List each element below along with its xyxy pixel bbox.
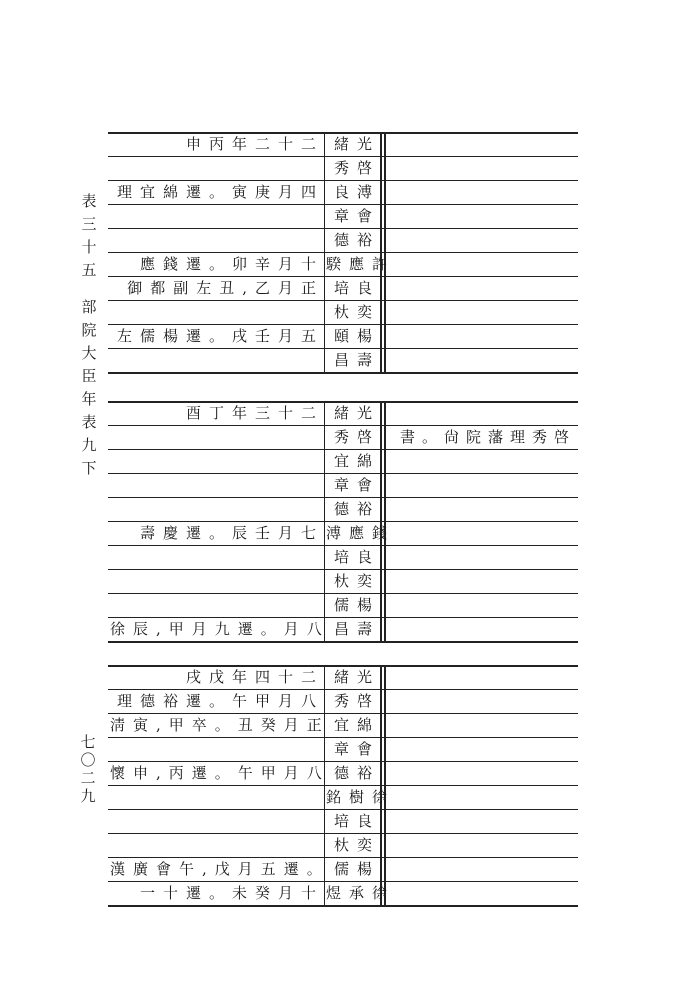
table-row: [108, 252, 578, 276]
right-cell: [386, 324, 576, 348]
name-cell: 宜綿: [333, 452, 380, 470]
note-cell: 壽慶遷。辰壬月七: [139, 524, 324, 542]
note-cell: [110, 425, 324, 449]
name-cell: 頤楊: [333, 327, 380, 345]
name-cell: 昌壽: [333, 620, 380, 638]
right-cell: [386, 665, 576, 689]
side-title: [80, 190, 98, 480]
right-cell: [386, 228, 576, 252]
table-row: [108, 833, 578, 857]
right-cell: [386, 881, 576, 905]
table-row: [108, 881, 578, 905]
name-cell: 秀啓: [333, 428, 380, 446]
right-cell: [386, 809, 576, 833]
table-row: [108, 348, 578, 372]
row-rule: [108, 641, 578, 643]
table-row: [108, 228, 578, 252]
table-section-2: [108, 401, 578, 641]
right-cell: [386, 785, 576, 809]
right-cell: [386, 713, 576, 737]
name-cell: 杕奕: [333, 572, 380, 590]
name-cell: 儒楊: [333, 596, 380, 614]
note-cell: [110, 300, 324, 324]
table-row: [108, 809, 578, 833]
note-cell: [110, 593, 324, 617]
right-cell: [386, 569, 576, 593]
note-cell: [110, 833, 324, 857]
note-cell: [110, 156, 324, 180]
name-cell: 杕奕: [333, 303, 380, 321]
name-cell: 良溥: [333, 183, 380, 201]
right-cell: [386, 689, 576, 713]
name-cell: 緒光: [333, 404, 380, 422]
table-section-1: [108, 132, 578, 372]
right-cell: [386, 833, 576, 857]
table-row: [108, 300, 578, 324]
name-cell: 騤應許: [326, 255, 396, 273]
note-cell: 左儒楊遷。戌壬月五: [116, 327, 324, 345]
note-cell: 一十遷。未癸月十: [139, 884, 324, 902]
name-cell: 煜承徐: [326, 884, 396, 902]
right-cell: [386, 593, 576, 617]
name-cell: 培良: [333, 279, 380, 297]
table-row: [108, 713, 578, 737]
name-cell: 德裕: [333, 500, 380, 518]
note-cell: [110, 449, 324, 473]
right-cell: [386, 180, 576, 204]
table-row: [108, 204, 578, 228]
note-cell: 酉丁年三十二: [185, 404, 324, 422]
right-cell: [386, 545, 576, 569]
name-cell: 德裕: [333, 231, 380, 249]
table-row: [108, 761, 578, 785]
note-cell: [110, 569, 324, 593]
note-cell: 申丙年二十二: [185, 135, 324, 153]
table-row: [108, 132, 578, 156]
note-cell: [110, 228, 324, 252]
name-cell: 儒楊: [333, 860, 380, 878]
name-cell: 章會: [333, 740, 380, 758]
right-cell: [386, 401, 576, 425]
table-row: [108, 593, 578, 617]
note-cell: [110, 809, 324, 833]
table-row: [108, 857, 578, 881]
right-cell: [386, 521, 576, 545]
name-cell: 章會: [333, 476, 380, 494]
note-cell: [110, 737, 324, 761]
right-cell: [386, 204, 576, 228]
name-cell: 培良: [333, 812, 380, 830]
note-cell: 理宜綿遷。寅庚月四: [116, 183, 324, 201]
name-cell: 宜綿: [333, 716, 380, 734]
name-cell: 溥應錢: [326, 524, 396, 542]
table-row: [108, 276, 578, 300]
side-title-part1: 表三十五: [81, 192, 97, 279]
name-cell: 章會: [333, 207, 380, 225]
right-cell: [386, 276, 576, 300]
name-cell: 緒光: [333, 668, 380, 686]
table-row: [108, 324, 578, 348]
name-cell: 昌壽: [333, 351, 380, 369]
right-cell: [386, 761, 576, 785]
right-cell: [386, 737, 576, 761]
name-cell: 秀啓: [333, 692, 380, 710]
table-row: [108, 497, 578, 521]
note-cell: 應錢遷。卯辛月十: [139, 255, 324, 273]
note-cell: 漢廣會午,戊月五遷。: [110, 860, 330, 878]
note-cell: 徐辰,甲月九遷。月八: [110, 620, 330, 638]
note-cell: 懷申,丙遷。午甲月八: [110, 764, 330, 782]
right-cell: [386, 156, 576, 180]
name-cell: 培良: [333, 548, 380, 566]
page-number: 七〇二九: [80, 733, 96, 805]
table-row: [108, 449, 578, 473]
note-cell: 御都副左丑,乙月正: [127, 279, 324, 297]
table-row: [108, 569, 578, 593]
row-rule: [108, 372, 578, 374]
side-title-part2: 部院大臣年表九下: [81, 298, 97, 477]
table-row: [108, 737, 578, 761]
table-row: [108, 180, 578, 204]
name-cell: 秀啓: [333, 159, 380, 177]
right-cell: [386, 348, 576, 372]
table-row: [108, 473, 578, 497]
row-rule: [108, 905, 578, 907]
table-row: [108, 785, 578, 809]
right-cell: [386, 473, 576, 497]
note-cell: [110, 348, 324, 372]
table-row: [108, 156, 578, 180]
note-cell: 淸寅,甲卒。丑癸月正: [110, 716, 330, 734]
right-cell: [386, 300, 576, 324]
note-cell: [110, 473, 324, 497]
name-cell: 德裕: [333, 764, 380, 782]
table-row: [108, 401, 578, 425]
note-cell: [110, 204, 324, 228]
right-cell: [386, 857, 576, 881]
note-cell: 戌戊年四十二: [185, 668, 324, 686]
table-row: [108, 425, 578, 449]
right-cell: [386, 449, 576, 473]
table-row: [108, 521, 578, 545]
note-cell: 理德裕遷。午甲月八: [116, 692, 324, 710]
note-cell: [110, 497, 324, 521]
table-row: [108, 545, 578, 569]
note-cell: [110, 785, 324, 809]
right-cell: [386, 497, 576, 521]
name-cell: 杕奕: [333, 836, 380, 854]
right-cell: [386, 132, 576, 156]
name-cell: 銘樹徐: [326, 788, 396, 806]
right-cell: [386, 617, 576, 641]
table-row: [108, 617, 578, 641]
table-row: [108, 665, 578, 689]
right-cell: [386, 252, 576, 276]
right-cell: 書。尙院藩理秀啓: [399, 428, 576, 446]
name-cell: 緒光: [333, 135, 380, 153]
table-row: [108, 689, 578, 713]
table-section-3: [108, 665, 578, 905]
note-cell: [110, 545, 324, 569]
